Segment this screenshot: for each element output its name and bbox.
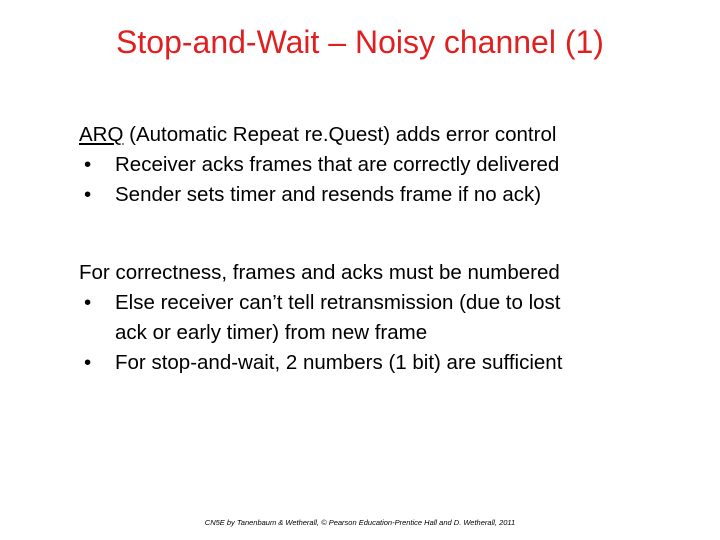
- bullet-text: Sender sets timer and resends frame if no ack): [115, 183, 542, 206]
- bullet-dot: •: [84, 351, 92, 374]
- bullet-item: [79, 180, 559, 210]
- slide-title: Stop-and-Wait – Noisy channel (1): [116, 24, 604, 60]
- bullet-text: For stop-and-wait, 2 numbers (1 bit) are sufficient: [115, 351, 563, 374]
- bullet-dot: •: [84, 153, 92, 176]
- bullet-dot: •: [84, 183, 92, 206]
- arq-description: (Automatic Repeat re.Quest) adds error control: [123, 123, 557, 146]
- bullet-text-line-2: ack or early timer) from new frame: [115, 321, 428, 344]
- bullet-item: [79, 150, 559, 180]
- section-arq: [79, 120, 559, 210]
- bullet-item: [79, 348, 562, 378]
- section-numbering-lead: For correctness, frames and acks must be numbered: [79, 261, 560, 284]
- section-numbering: [79, 258, 562, 378]
- bullet-dot: •: [84, 291, 92, 314]
- bullet-text: Receiver acks frames that are correctly delivered: [115, 153, 560, 176]
- arq-term: ARQ: [79, 123, 124, 146]
- bullet-item: [79, 288, 562, 348]
- section-arq-lead: [79, 120, 559, 150]
- bullet-text-line-1: Else receiver can’t tell retransmission (due to lost: [115, 291, 561, 314]
- copyright-footer: CN5E by Tanenbaum & Wetherall, © Pearson Education-Prentice Hall and D. Wetherall, 2011: [204, 518, 516, 527]
